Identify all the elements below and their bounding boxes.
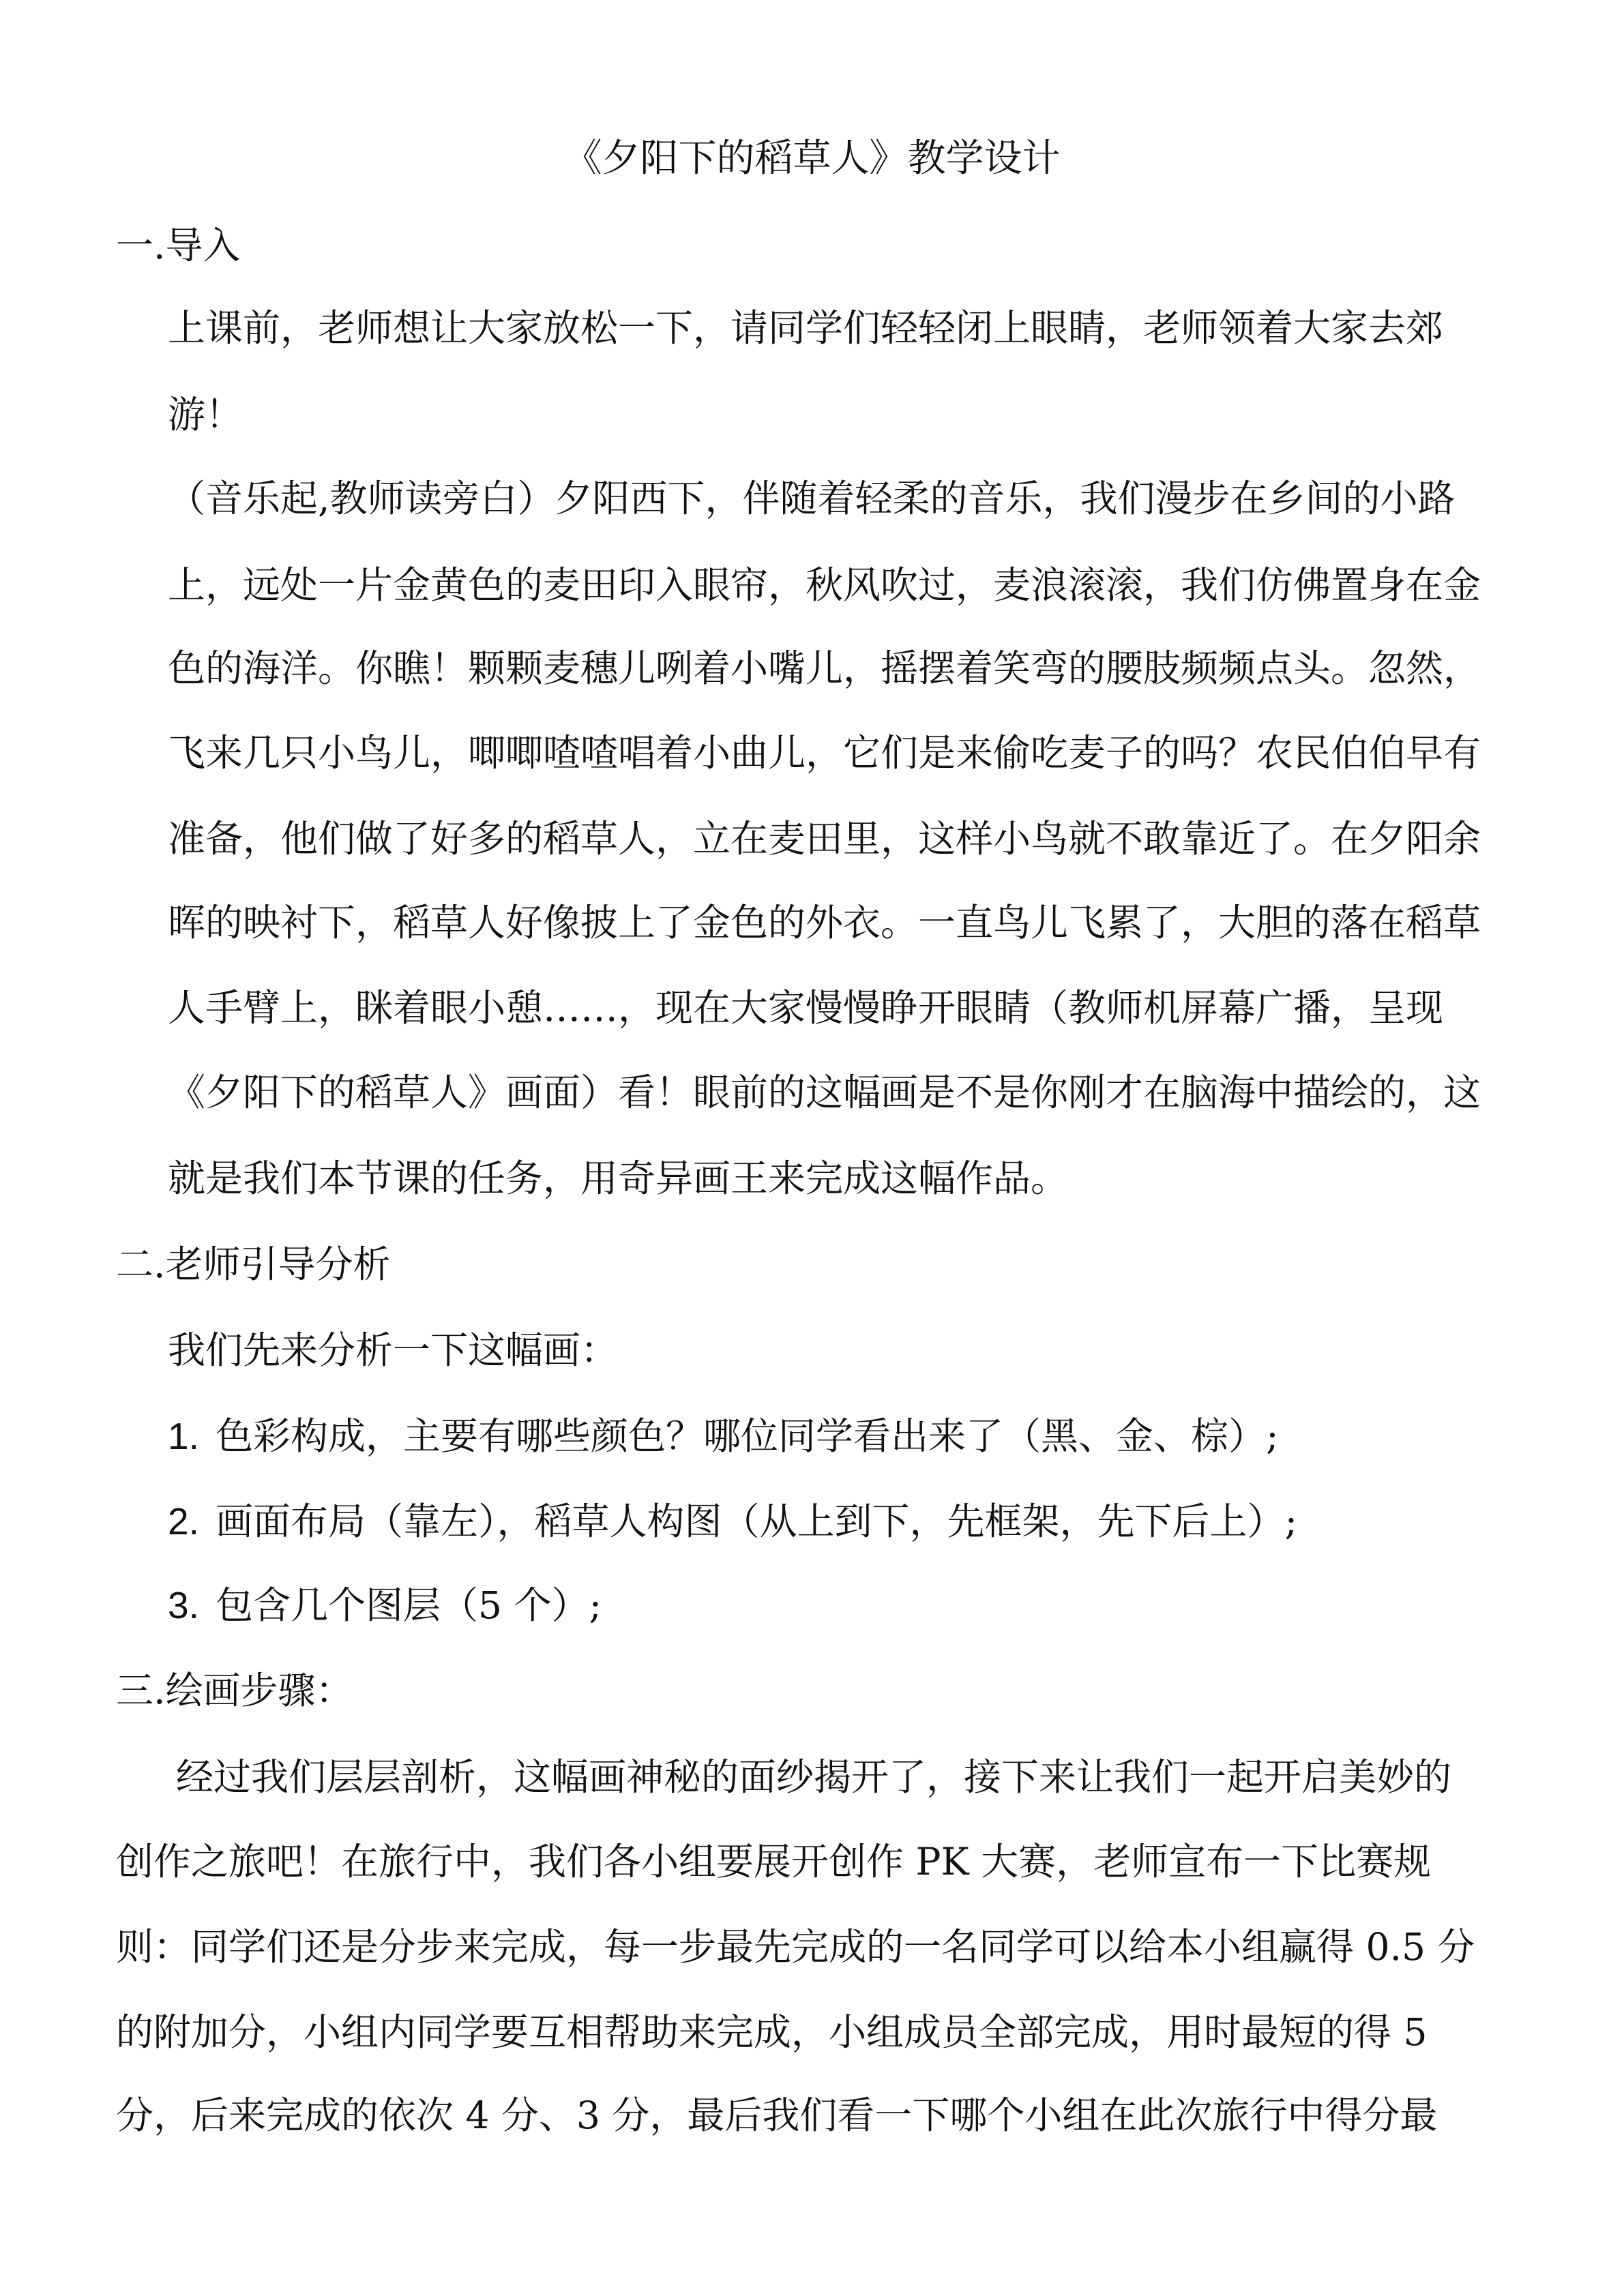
document-title: 《夕阳下的稻草人》教学设计 <box>563 136 1061 181</box>
list-item-text: 画面布局（靠左），稻草人构图（从上到下，先框架，先下后上）; <box>216 1500 1298 1543</box>
paragraph-line: 飞来几只小鸟儿，唧唧喳喳唱着小曲儿，它们是来偷吃麦子的吗？农民伯伯早有 <box>168 731 1481 775</box>
list-item-text: 包含几个图层（5 个）; <box>216 1583 602 1627</box>
section-heading-analysis: 二.老师引导分析 <box>116 1242 391 1286</box>
list-item-number: 3. <box>168 1584 199 1626</box>
list-item-number: 2. <box>168 1500 199 1542</box>
paragraph-line: 上课前，老师想让大家放松一下，请同学们轻轻闭上眼睛，老师领着大家去郊 <box>168 306 1444 350</box>
paragraph-line: 游！ <box>168 393 243 436</box>
paragraph-line: 则：同学们还是分步来完成，每一步最先完成的一名同学可以给本小组赢得 0.5 分 <box>116 1925 1475 1969</box>
paragraph-line: 分，后来完成的依次 4 分、3 分，最后我们看一下哪个小组在此次旅行中得分最 <box>116 2093 1438 2137</box>
paragraph-line: 《夕阳下的稻草人》画面）看！眼前的这幅画是不是你刚才在脑海中描绘的，这 <box>168 1071 1481 1114</box>
paragraph-line: 就是我们本节课的任务，用奇异画王来完成这幅作品。 <box>168 1157 1069 1200</box>
list-item <box>168 1412 1279 1460</box>
paragraph-line: 准备，他们做了好多的稻草人，立在麦田里，这样小鸟就不敢靠近了。在夕阳余 <box>168 817 1481 861</box>
paragraph-line: 色的海洋。你瞧！颗颗麦穗儿咧着小嘴儿，摇摆着笑弯的腰肢频频点头。忽然， <box>168 646 1481 690</box>
paragraph-line: 晖的映衬下，稻草人好像披上了金色的外衣。一直鸟儿飞累了，大胆的落在稻草 <box>168 901 1481 944</box>
section-heading-steps: 三.绘画步骤： <box>116 1669 353 1712</box>
section-heading-intro: 一.导入 <box>116 224 241 267</box>
paragraph-line: 的附加分，小组内同学要互相帮助来完成，小组成员全部完成，用时最短的得 5 <box>116 2010 1428 2054</box>
list-item-number: 1. <box>168 1415 199 1457</box>
list-item <box>168 1581 602 1629</box>
paragraph-line: 上，远处一片金黄色的麦田印入眼帘，秋风吹过，麦浪滚滚，我们仿佛置身在金 <box>168 563 1481 607</box>
paragraph-line: 创作之旅吧！在旅行中，我们各小组要展开创作 PK 大赛，老师宣布一下比赛规 <box>116 1840 1432 1883</box>
analysis-lead: 我们先来分析一下这幅画： <box>168 1328 619 1372</box>
paragraph-line: 经过我们层层剖析，这幅画神秘的面纱揭开了，接下来让我们一起开启美妙的 <box>176 1755 1452 1799</box>
paragraph-line: 人手臂上，眯着眼小憩……，现在大家慢慢睁开眼睛（教师机屏幕广播，呈现 <box>168 986 1444 1030</box>
list-item-text: 色彩构成，主要有哪些颜色？哪位同学看出来了（黑、金、棕）; <box>216 1414 1279 1458</box>
list-item <box>168 1497 1297 1545</box>
paragraph-line: （音乐起,教师读旁白）夕阳西下，伴随着轻柔的音乐，我们漫步在乡间的小路 <box>168 477 1456 520</box>
